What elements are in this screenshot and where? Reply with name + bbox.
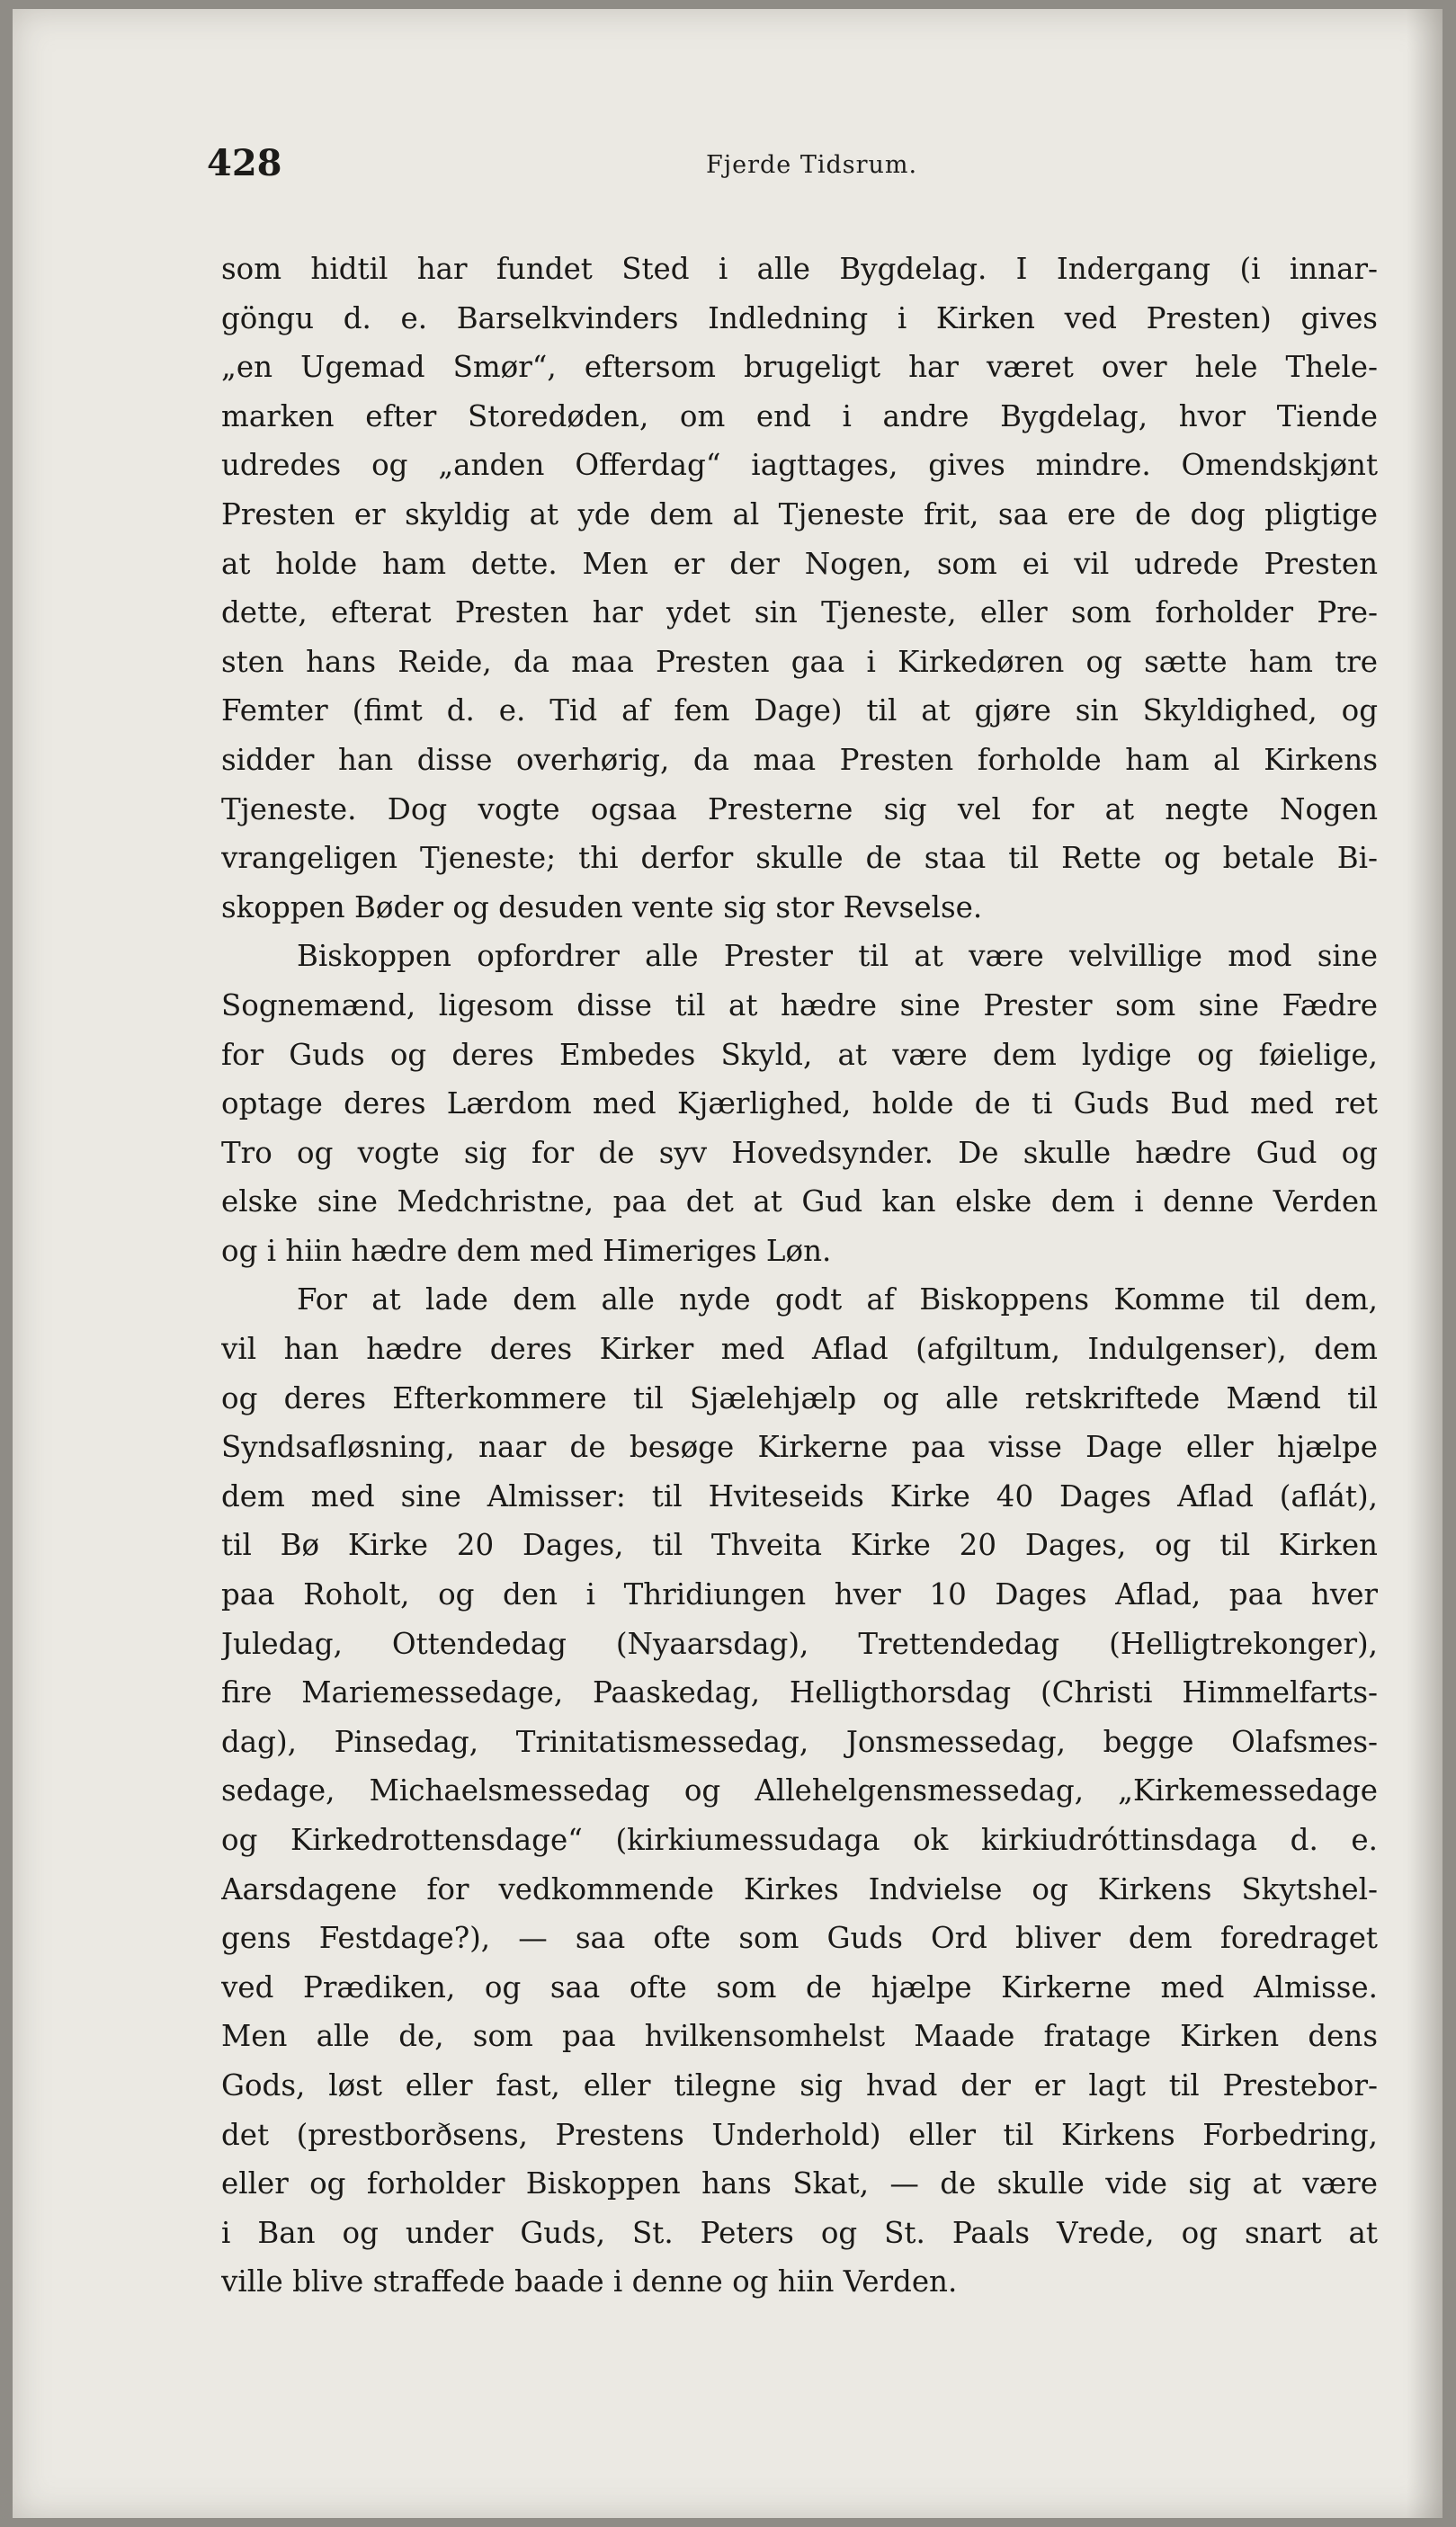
text-line: det (prestborðsens, Prestens Underhold) eller til Kirkens Forbedring,	[221, 2117, 1378, 2152]
text-line: dem med sine Almisser: til Hviteseids Kirke 40 Dages Aflad (aflát),	[221, 1478, 1378, 1514]
text-line: Femter (fimt d. e. Tid af fem Dage) til at gjøre sin Skyldighed, og	[221, 693, 1378, 728]
text-line: Syndsafløsning, naar de besøge Kirkerne paa visse Dage eller hjælpe	[221, 1430, 1378, 1465]
text-line: udredes og „anden Offerdag“ iagttages, gives mindre. Omendskjønt	[221, 448, 1378, 483]
text-line: som hidtil har fundet Sted i alle Bygdelag. I Indergang (i innar-	[221, 252, 1378, 286]
text-line: Sognemænd, ligesom disse til at hædre sine Prester som sine Fædre	[221, 987, 1378, 1022]
text-line: at holde ham dette. Men er der Nogen, som ei vil udrede Presten	[221, 546, 1378, 581]
page-header	[207, 142, 1385, 196]
body-text	[221, 245, 1378, 2307]
text-line: eller og forholder Biskoppen hans Skat, — de skulle vide sig at være	[221, 2166, 1378, 2201]
text-line: Tjeneste. Dog vogte ogsaa Presterne sig vel for at negte Nogen	[221, 791, 1378, 826]
page-number: 428	[207, 142, 282, 184]
text-line: Presten er skyldig at yde dem al Tjeneste frit, saa ere de dog pligtige	[221, 496, 1378, 531]
text-line: ville blive straffede baade i denne og hiin Verden.	[221, 2264, 958, 2299]
text-line: dette, efterat Presten har ydet sin Tjeneste, eller som forholder Pre-	[221, 595, 1378, 630]
text-line: „en Ugemad Smør“, eftersom brugeligt har været over hele Thele-	[221, 350, 1378, 385]
text-line: til Bø Kirke 20 Dages, til Thveita Kirke 20 Dages, og til Kirken	[221, 1528, 1378, 1563]
text-line: vil han hædre deres Kirker med Aflad (afgiltum, Indulgenser), dem	[221, 1332, 1378, 1367]
text-line: skoppen Bøder og desuden vente sig stor Revselse.	[221, 889, 983, 924]
text-line: elske sine Medchristne, paa det at Gud kan elske dem i denne Verden	[221, 1184, 1378, 1219]
text-line: Tro og vogte sig for de syv Hovedsynder. De skulle hædre Gud og	[221, 1135, 1378, 1170]
text-line: fire Mariemessedage, Paaskedag, Helligthorsdag (Christi Himmelfarts-	[221, 1675, 1378, 1710]
text-line: gens Festdage?), — saa ofte som Guds Ord bliver dem foredraget	[221, 1921, 1378, 1956]
text-line: Biskoppen opfordrer alle Prester til at være velvillige mod sine	[297, 939, 1378, 974]
text-line: sedage, Michaelsmessedag og Allehelgensmessedag, „Kirkemessedage	[221, 1773, 1378, 1808]
text-line: sidder han disse overhørig, da maa Presten forholde ham al Kirkens	[221, 742, 1378, 777]
text-line: og Kirkedrottensdage“ (kirkiumessudaga ok kirkiudróttinsdaga d. e.	[221, 1823, 1378, 1857]
text-line: Aarsdagene for vedkommende Kirkes Indvielse og Kirkens Skytshel-	[221, 1871, 1378, 1906]
book-page	[13, 9, 1443, 2518]
text-line: Juledag, Ottendedag (Nyaarsdag), Trettendedag (Helligtrekonger),	[221, 1626, 1378, 1661]
text-line: ved Prædiken, og saa ofte som de hjælpe Kirkerne med Almisse.	[221, 1969, 1378, 2005]
text-line: marken efter Storedøden, om end i andre Bygdelag, hvor Tiende	[221, 398, 1378, 433]
text-line: Gods, løst eller fast, eller tilegne sig hvad der er lagt til Prestebor-	[221, 2067, 1378, 2103]
text-line: göngu d. e. Barselkvinders Indledning i Kirken ved Presten) gives	[221, 300, 1378, 335]
text-line: for Guds og deres Embedes Skyld, at være dem lydige og føielige,	[221, 1037, 1378, 1072]
text-line: og i hiin hædre dem med Himeriges Løn.	[221, 1233, 832, 1268]
text-line: sten hans Reide, da maa Presten gaa i Kirkedøren og sætte ham tre	[221, 644, 1378, 679]
text-line: For at lade dem alle nyde godt af Biskoppens Komme til dem,	[297, 1282, 1378, 1317]
running-title: Fjerde Tidsrum.	[706, 151, 918, 179]
text-line: paa Roholt, og den i Thridiungen hver 10 Dages Aflad, paa hver	[221, 1577, 1378, 1612]
text-line: vrangeligen Tjeneste; thi derfor skulle de staa til Rette og betale Bi-	[221, 841, 1378, 876]
text-line: Men alle de, som paa hvilkensomhelst Maade fratage Kirken dens	[221, 2019, 1378, 2054]
text-line: optage deres Lærdom med Kjærlighed, holde de ti Guds Bud med ret	[221, 1086, 1378, 1121]
text-line: i Ban og under Guds, St. Peters og St. Paals Vrede, og snart at	[221, 2215, 1378, 2250]
text-line: og deres Efterkommere til Sjælehjælp og alle retskriftede Mænd til	[221, 1380, 1378, 1415]
text-line: dag), Pinsedag, Trinitatismessedag, Jonsmessedag, begge Olafsmes-	[221, 1724, 1378, 1759]
